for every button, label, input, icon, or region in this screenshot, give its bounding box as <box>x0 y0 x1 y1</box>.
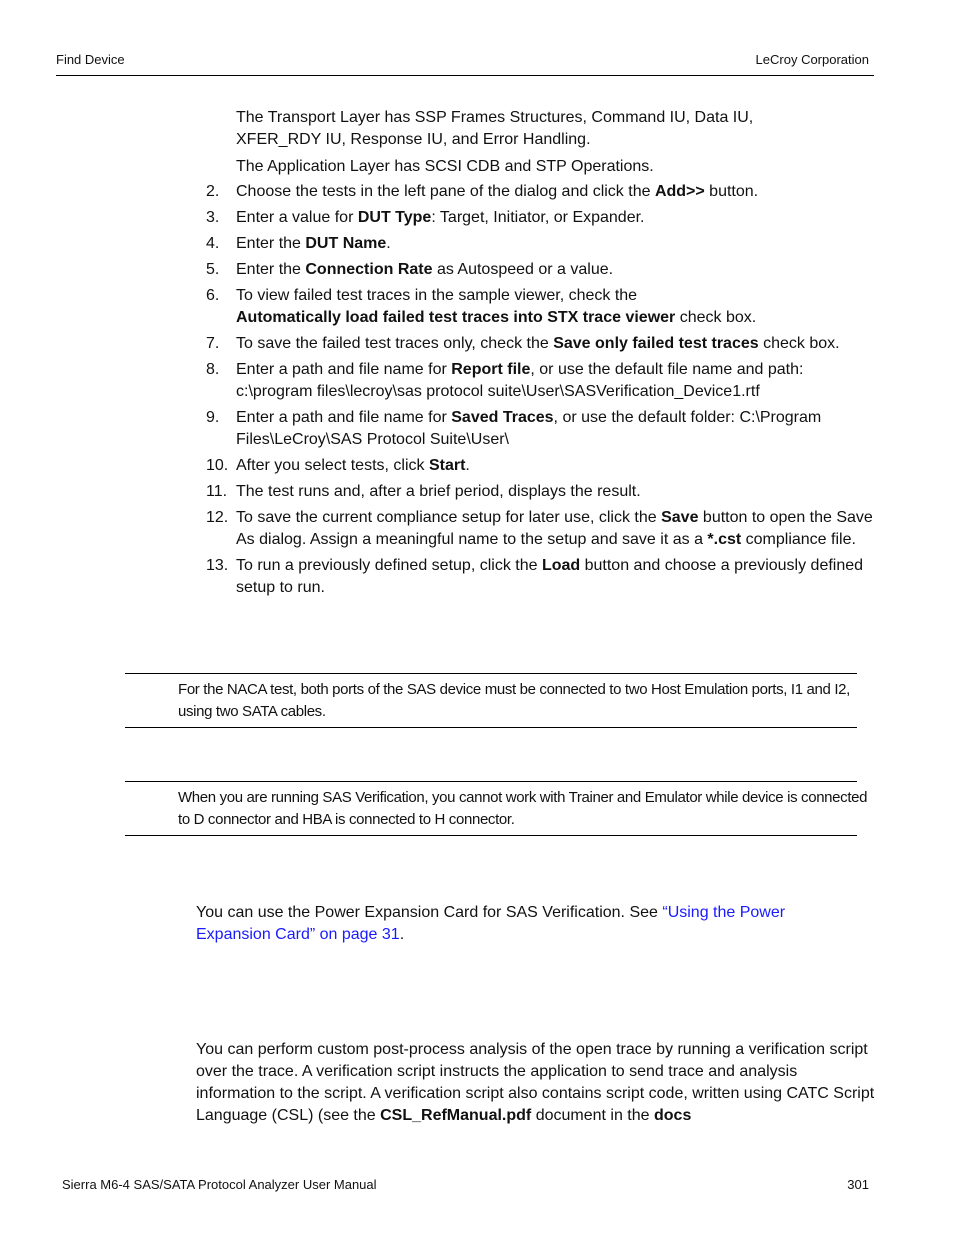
step-item: 12. To save the current compliance setup for later use, click the Save button to open the Save As dialog. Assign a meaningful name to the setup and save it as a *.cst compliance file. <box>206 509 873 548</box>
power-expansion-link[interactable]: “Using the Power Expansion Card” on page 31 <box>196 904 786 943</box>
note-text: When you are running SAS Verification, you cannot work with Trainer and Emulator while device is connected to D connector and HBA is connected to H connector. <box>178 789 868 828</box>
note-box-naca <box>125 673 857 728</box>
header-rule <box>56 75 874 76</box>
transport-layer-text: The Transport Layer has SSP Frames Structures, Command IU, Data IU, XFER_RDY IU, Response IU, and Error Handling. <box>236 109 754 148</box>
application-layer-text: The Application Layer has SCSI CDB and STP Operations. <box>236 158 654 175</box>
step-item: 11. The test runs and, after a brief period, displays the result. <box>206 483 641 500</box>
step-item: 4. Enter the DUT Name. <box>206 235 391 252</box>
verification-script-paragraph: You can perform custom post-process analysis of the open trace by running a verification script over the trace. A verification script instructs the application to send trace and analysis information to the script. A verification script also contains script code, written using CATC Script Language (CSL) (see the CSL_RefManual.pdf document in the docs <box>196 1041 875 1124</box>
procedure-steps <box>206 181 876 603</box>
step-item: 9. Enter a path and file name for Saved Traces, or use the default folder: C:\Program Files\LeCroy\SAS Protocol Suite\User\ <box>206 409 822 448</box>
step-item: 13. To run a previously defined setup, click the Load button and choose a previously defined setup to run. <box>206 557 864 596</box>
power-expansion-paragraph: You can use the Power Expansion Card for SAS Verification. See “Using the Power Expansion Card” on page 31. <box>196 904 786 943</box>
step-item: 7. To save the failed test traces only, check the Save only failed test traces check box. <box>206 335 840 352</box>
step-item: 2. Choose the tests in the left pane of the dialog and click the Add>> button. <box>206 183 759 200</box>
note-box-trainer <box>125 781 868 836</box>
page-number: 301 <box>847 1177 869 1192</box>
step-item: 6. To view failed test traces in the sample viewer, check the Automatically load failed test traces into STX trace viewer check box. <box>206 287 757 326</box>
step-item: 3. Enter a value for DUT Type: Target, Initiator, or Expander. <box>206 209 645 226</box>
footer-manual-title: Sierra M6-4 SAS/SATA Protocol Analyzer User Manual <box>62 1177 377 1192</box>
step-item: 5. Enter the Connection Rate as Autospeed or a value. <box>206 261 614 278</box>
note-text: For the NACA test, both ports of the SAS device must be connected to two Host Emulation ports, I1 and I2, using two SATA cables. <box>178 681 850 720</box>
step-item: 10. After you select tests, click Start. <box>206 457 470 474</box>
step-item: 8. Enter a path and file name for Report file, or use the default file name and path: c:\program files\lecroy\sas protocol suite\User\SASVerification_Device1.rtf <box>206 361 804 400</box>
running-header-company: LeCroy Corporation <box>755 52 869 67</box>
running-header-section: Find Device <box>56 52 125 67</box>
